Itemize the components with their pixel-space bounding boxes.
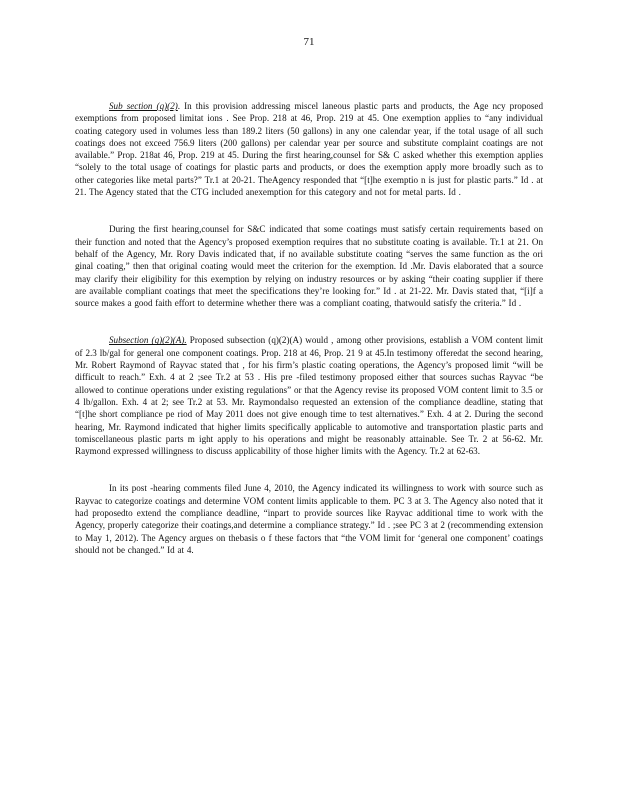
paragraph-text: . In this provision addressing miscel laneous plastic parts and products, the Age ncy proposed exemptions from proposed limitat ions . See Prop. 218 at 46, Prop. 219 at 45. One exemption applies to “any individual coating category used in volumes less than 189.2 liters (50 gallons) in any one calendar year, if the total usage of all such coatings does not exceed 756.9 liters (200 gallons) per calendar year per source and substitute complaint coatings are not available.” Prop. 218at 46, Prop. 219 at 45. During the first hearing,counsel for S& C asked whether this exemption applies “solely to the total usage of coatings for plastic parts and products, or does the exemption apply more broadly such as to other categories like metal parts?” Tr.1 at 20-21. TheAgency responded that “[t]he exemptio n is just for plastic parts.” Id . at 21. The Agency stated that the CTG included anexemption for this category and not for metal parts. Id .: [75, 101, 543, 198]
paragraph-text: In its post -hearing comments filed June 4, 2010, the Agency indicated its willingness to work with source such as Rayvac to categorize coatings and determine VOM content limits applicable to them. PC 3 at 3. The Agency also noted that it had proposedto extend the compliance deadline, “inpart to provide sources like Rayvac additional time to work with the Agency, properly categorize their coatings,and determine a compliance strategy.” Id . ;see PC 3 at 2 (recommending extension to May 1, 2012). The Agency argues on thebasis o f these factors that “the VOM limit for ‘general one component’ coatings should not be changed.” Id at 4.: [75, 483, 543, 555]
subsection-heading-q2: Sub section (q)(2): [109, 101, 178, 111]
document-body: [75, 100, 543, 581]
paragraph-subsection-q2a: [75, 334, 543, 457]
paragraph-text: During the first hearing,counsel for S&C indicated that some coatings must satisfy certain requirements based on their function and noted that the Agency’s proposed exemption requires that no substitute coating is available. Tr.1 at 21. On behalf of the Agency, Mr. Rory Davis indicated that, if no available substitute coating “serves the same function as the ori ginal coating,” then that original coating would meet the criterion for the exemption. Id .Mr. Davis elaborated that a source may clarify their eligibility for this exemption by relying on industry resources or by asking “their coating supplier if there are available compliant coatings that meet the specifications they’re looking for.” Id . at 21-22. Mr. Davis stated that, “[i]f a source makes a good faith effort to determine whether there was a compliant coating, thatwould satisfy the criteria.” Id .: [75, 224, 543, 309]
paragraph-text: Proposed subsection (q)(2)(A) would , among other provisions, establish a VOM content limit of 2.3 lb/gal for general one component coatings. Prop. 218 at 46, Prop. 21 9 at 45.In testimony offeredat the second hearing, Mr. Robert Raymond of Rayvac stated that , for his firm’s plastic coating operations, the Agency’s proposed limit “will be difficult to reach.” Exh. 4 at 2 ;see Tr.2 at 53 . His pre -filed testimony proposed either that sources suchas Rayvac “be allowed to continue operations under existing regulations” or that the Agency revise its proposed VOM content limit to 3.5 or 4 lb/gallon. Exh. 4 at 2; see Tr.2 at 53. Mr. Raymondalso requested an extension of the compliance deadline, stating that “[t]he short compliance pe riod of May 2011 does not give enough time to test alternatives.” Exh. 4 at 2. During the second hearing, Mr. Raymond indicated that higher limits specifically applicable to automotive and transportation plastic parts and tomiscellaneous plastic parts m ight apply to his operations and might be reasonably attainable. See Tr. 2 at 56-62. Mr. Raymond expressed willingness to discuss applicability of those higher limits with the Agency. Tr.2 at 62-63.: [75, 335, 543, 457]
paragraph-subsection-q2: [75, 100, 543, 198]
page-number: 71: [303, 36, 315, 48]
paragraph-first-hearing: [75, 223, 543, 309]
subsection-heading-q2a: Subsection (q)(2)(A).: [109, 335, 187, 346]
paragraph-post-hearing: [75, 482, 543, 556]
